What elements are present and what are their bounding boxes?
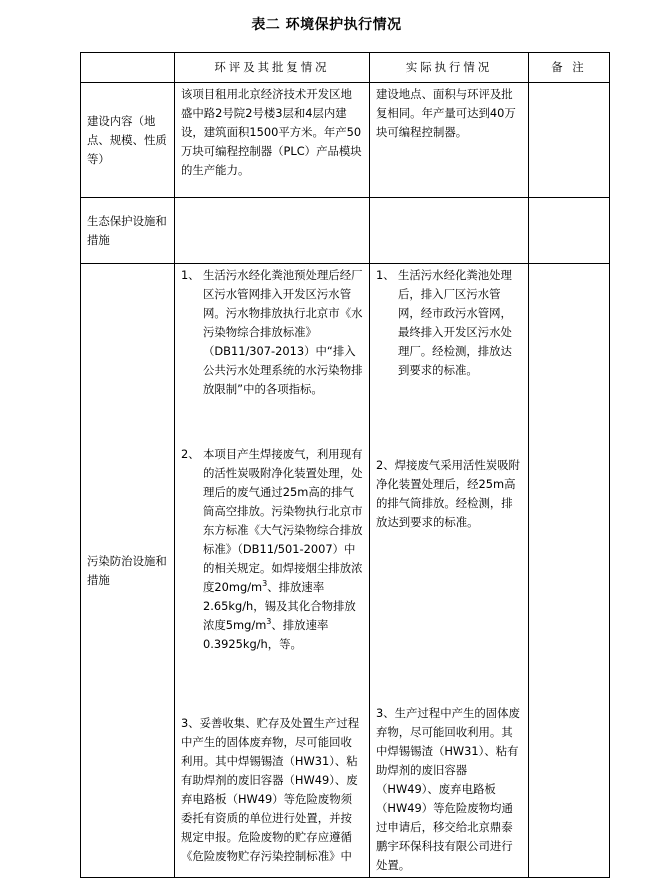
header-eia: 环评及其批复情况 (175, 53, 370, 83)
table-title: 表二 环境保护执行情况 (251, 17, 402, 33)
actual-construction: 建设地点、面积与环评及批复相同。年产量可达到40万块可编程控制器。 (370, 83, 529, 198)
actual-pollution (370, 264, 529, 878)
note-pollution (529, 264, 610, 878)
header-row (81, 53, 610, 83)
label-pollution: 污染防治设施和措施 (81, 264, 175, 878)
eia-item-3: 3、妥善收集、贮存及处置生产过程中产生的固体废弃物，尽可能回收利用。其中焊锡锡渣（HW31）、粘有助焊剂的废旧容器（HW49）、废弃电路板（HW49）等危险废物须委托有资质的单位进行处置，并按规定申报。危险废物的贮存应遵循《危险废物贮存污染控制标准》中 (181, 716, 360, 863)
actual-item-3: 3、生产过程中产生的固体废弃物，尽可能回收利用。其中焊锡锡渣（HW31）、粘有助焊剂的废旧容器（HW49）、废弃电路板（HW49）等危险废物均通过申请后，移交给北京鼎泰鹏宇环保科技有限公司进行处置。 (376, 706, 520, 872)
eia-item-1: 1、 生活污水经化粪池预处理后经厂区污水管网排入开发区污水管网。污水物排放执行北京市《水污染物综合排放标准》（DB11/307-2013）中“排入公共污水处理系统的水污染物排放限制”中的各项指标。 (181, 268, 363, 396)
row-construction (81, 83, 610, 198)
label-ecology: 生态保护设施和措施 (81, 198, 175, 264)
note-ecology (529, 198, 610, 264)
header-category (81, 53, 175, 83)
actual-item-2: 2、焊接废气采用活性炭吸附净化装置处理后，经25m高的排气筒排放。经检测，排放达到要求的标准。 (376, 458, 520, 529)
note-construction (529, 83, 610, 198)
row-pollution (81, 264, 610, 878)
actual-item-1: 1、 生活污水经化粪池处理后，排入厂区污水管网，经市政污水管网，最终排入开发区污水处理厂。经检测，排放达到要求的标准。 (376, 268, 512, 377)
label-construction: 建设内容（地点、规模、性质等） (81, 83, 175, 198)
actual-ecology (370, 198, 529, 264)
eia-ecology (175, 198, 370, 264)
header-actual: 实际执行情况 (370, 53, 529, 83)
environmental-protection-table (80, 52, 610, 878)
eia-construction: 该项目租用北京经济技术开发区地盛中路2号院2号楼3层和4层内建设，建筑面积1500平方米。年产50万块可编程控制器（PLC）产品模块的生产能力。 (175, 83, 370, 198)
row-ecology (81, 198, 610, 264)
eia-item-2: 2、 本项目产生焊接废气，利用现有的活性炭吸附净化装置处理，处理后的废气通过25m高的排气筒高空排放。污染物执行北京市东方标准《大气污染物综合排放标准》（DB11/501-2007）中的相关规定。如焊接烟尘排放浓度$20mg/m^3$、排放速率2.65kg/h，锡及其化合物排放浓度$5mg/m^3$、排放速率0.3925kg/h，等。 (181, 447, 363, 651)
header-note: 备 注 (529, 53, 610, 83)
eia-pollution (175, 264, 370, 878)
